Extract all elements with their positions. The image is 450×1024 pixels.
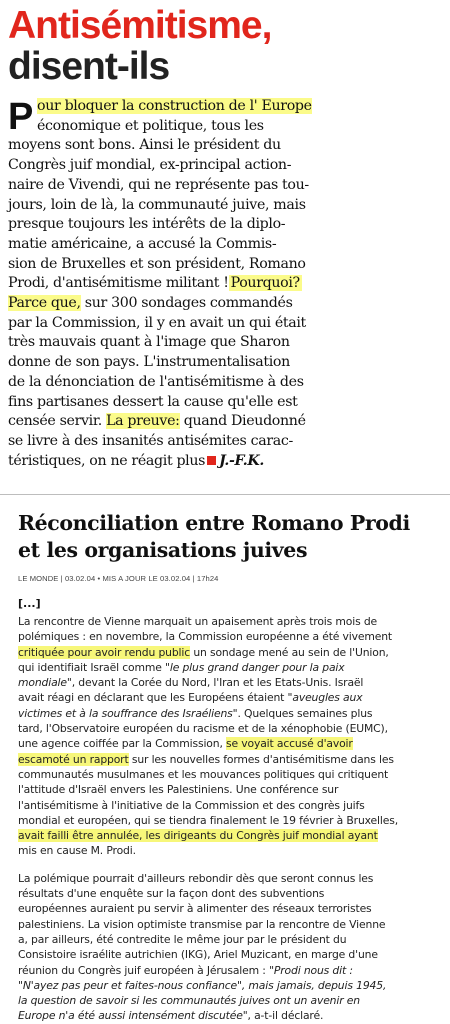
drop-cap: P: [8, 96, 33, 138]
text-segment: , devant la Corée du Nord, l'Iran et les Etats-Unis. Israël: [71, 676, 364, 690]
quote: "N'ayez pas peur et faites-nous confiance", mais jamais, depuis 1945,: [18, 978, 387, 992]
text-segment: . Quelques semaines plus: [237, 706, 373, 720]
text-line: par la Commission, il y en avait un qui était: [8, 314, 306, 331]
highlight: se voyait accusé d'avoir: [226, 737, 353, 751]
paragraph-1: [18, 614, 436, 859]
text-segment: sur les nouvelles formes d'antisémitisme dans les: [128, 752, 394, 766]
text-line: Congrès juif mondial, ex-principal action-: [8, 157, 292, 174]
highlight: Parce que,: [8, 295, 81, 312]
text-segment: réunion du Congrès juif européen à Jérusalem :: [18, 963, 270, 977]
quote: victimes et à la souffrance des Israéliens": [18, 706, 238, 720]
article-meta: LE MONDE | 03.02.04 • MIS A JOUR LE 03.02.04 | 17h24: [18, 574, 219, 583]
highlight: avait failli être annulée, les dirigeants du Congrès juif mondial ayant: [18, 829, 378, 843]
text-line: très mauvais quant à l'image que Sharon: [8, 334, 290, 351]
end-mark-icon: [207, 456, 216, 465]
text-line: matie américaine, a accusé la Commis-: [8, 235, 277, 252]
text-line: donne de son pays. L'instrumentalisation: [8, 354, 290, 371]
quote: "aveugles aux: [287, 691, 363, 705]
text-line: polémiques : en novembre, la Commission européenne a été vivement: [18, 630, 393, 644]
text-line: palestiniens. La vision optimiste transmise par la rencontre de Vienne: [18, 917, 386, 931]
quote: "Prodi nous dit :: [269, 963, 353, 977]
highlight: critiquée pour avoir rendu public: [18, 645, 191, 659]
text-line: mis en cause M. Prodi.: [18, 844, 136, 858]
text-segment: avait réagi en déclarant que les Européens étaient: [18, 691, 288, 705]
quote: mondiale": [18, 676, 72, 690]
headline-line1: Antisémitisme,: [8, 4, 272, 47]
text-segment: une agence coiffée par la Commission,: [18, 737, 227, 751]
text-line: se livre à des insanités antisémites carac-: [8, 432, 293, 449]
text-line: a, par ailleurs, été contredite le même jour par le président du: [18, 932, 347, 946]
divider: [0, 494, 450, 495]
clipping-le-monde: [18, 510, 436, 1024]
text-segment: censée servir.: [8, 413, 102, 430]
text-line: [18, 963, 436, 978]
text-segment: téristiques, on ne réagit plus: [8, 452, 206, 469]
quote: Europe n'a été aussi intensément discutée": [18, 1009, 248, 1023]
text-segment: sur 300 sondages commandés: [80, 295, 293, 312]
text-line: presque toujours les intérêts de la diplo-: [8, 216, 286, 233]
clipping-marianne: [8, 0, 346, 483]
highlight: Pourquoi?: [230, 275, 300, 292]
text-line: [18, 828, 436, 843]
text-line: économique et politique, tous les: [37, 117, 264, 134]
headline-line2: disent-ils: [8, 45, 170, 88]
text-line: mondial et européen, qui se tiendra finalement le 19 février à Bruxelles,: [18, 813, 398, 827]
text-line: [18, 690, 436, 705]
text-line: [8, 412, 346, 432]
quote: "le plus grand danger pour la paix: [165, 660, 345, 674]
text-line: tard, l'Observatoire européen du racisme et de la xénophobie (EUMC),: [18, 722, 388, 736]
quote: la question de savoir si les communautés juives ont un avenir en: [18, 994, 360, 1008]
highlight: our bloquer la construction de l' Europe: [37, 98, 312, 114]
text-segment: quand Dieudonné: [179, 413, 306, 430]
text-line: [18, 752, 436, 767]
text-line: [18, 706, 436, 721]
highlight: escamoté un rapport: [18, 752, 129, 766]
text-line: [18, 993, 436, 1008]
text-line: l'antisémitisme à l'initiative de la Commission et des congrès juifs: [18, 798, 365, 812]
text-line: La polémique pourrait d'ailleurs rebondir dès que seront connus les: [18, 871, 374, 885]
text-line: sion de Bruxelles et son président, Romano: [8, 255, 306, 272]
text-line: [18, 660, 436, 675]
author-signoff: J.-F.K.: [219, 452, 264, 469]
text-line: résultats d'une enquête sur la façon dont des subventions: [18, 887, 325, 901]
text-segment: Prodi, d'antisémitisme militant !: [8, 275, 229, 292]
text-line: naire de Vivendi, qui ne représente pas tou-: [8, 176, 309, 193]
text-segment: un sondage mené au sein de l'Union,: [190, 645, 389, 659]
text-line: de la dénonciation de l'antisémitisme à des: [8, 373, 304, 390]
paragraph-2: [18, 871, 436, 1024]
text-line: [18, 736, 436, 751]
text-line: jours, loin de là, la communauté juive, mais: [8, 196, 306, 213]
text-line: [18, 675, 436, 690]
text-line: [8, 294, 346, 314]
text-line: européennes auraient pu servir à alimenter des réseaux terroristes: [18, 902, 372, 916]
text-line: [18, 645, 436, 660]
text-line: l'attitude d'Israël envers les Palestiniens. Une conférence sur: [18, 783, 339, 797]
text-line: La rencontre de Vienne marquait un apaisement après trois mois de: [18, 615, 378, 628]
text-line: [18, 978, 436, 993]
article-body: [8, 97, 346, 471]
article-title-line2: et les organisations juives: [18, 538, 308, 562]
text-line: [8, 97, 346, 117]
text-segment: , a-t-il déclaré.: [247, 1009, 324, 1023]
text-line: [8, 274, 346, 294]
text-line: moyens sont bons. Ainsi le président du: [8, 137, 281, 154]
article-title-line1: Réconciliation entre Romano Prodi: [18, 511, 410, 535]
highlight: La preuve:: [106, 413, 180, 430]
ellipsis-marker: [...]: [18, 597, 41, 610]
text-line: Consistoire israélite autrichien (IKG), Ariel Muzicant, en marge d'une: [18, 948, 378, 962]
text-line: fins partisanes dessert la cause qu'elle est: [8, 393, 298, 410]
text-line: communautés musulmanes et les mouvances politiques qui critiquent: [18, 767, 389, 781]
text-line: [18, 1008, 436, 1023]
text-segment: qui identifiait Israël comme: [18, 660, 166, 674]
text-line: [8, 452, 346, 472]
